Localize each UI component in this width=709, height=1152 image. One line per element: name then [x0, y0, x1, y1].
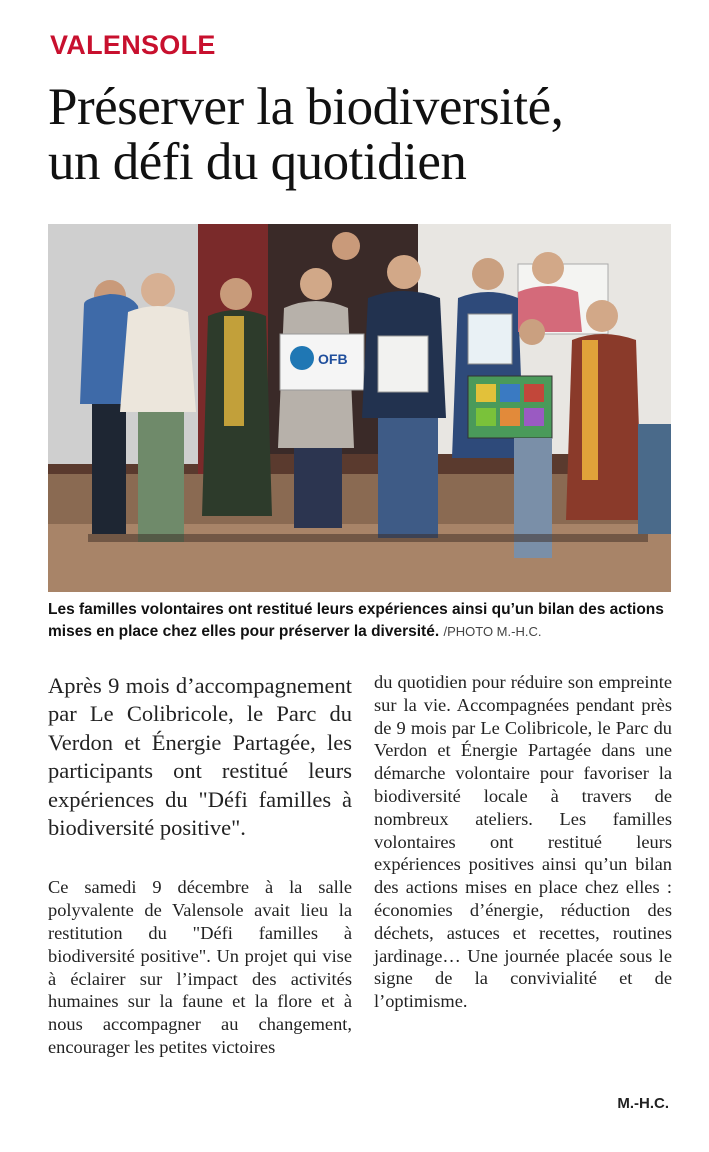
author-signature: M.-H.C. — [617, 1095, 669, 1112]
section-rubric: VALENSOLE — [50, 30, 216, 60]
body-text-right: du quotidien pour réduire son empreinte sur la vie. Accompagnées pendant près de 9 mois par Le Colibricole, le Parc du Verdon et Énergie Partagée dans une démarche volontaire pour favoriser la biodiversité locale à travers de nombreux ateliers. Les familles volontaires ont restitué leurs expériences positives ainsi qu’un bilan des actions mises en place chez elles : économies d’énergie, réduction des déchets, astuces et recettes, routines jardinage… Une journée placée sous le signe de la convivialité et de l’optimisme. — [374, 672, 672, 1012]
ofb-sign-text: OFB — [318, 351, 348, 367]
column-left — [48, 672, 352, 1059]
column-right — [374, 671, 672, 1013]
article-lead: Après 9 mois d’accompagnement par Le Colibricole, le Parc du Verdon et Énergie Partagée, les participants ont restitué leurs expériences du "Défi familles à biodiversité positive". — [48, 673, 352, 841]
article-photo — [48, 224, 671, 592]
photo-caption — [48, 599, 674, 643]
photo-credit: /PHOTO M.-H.C. — [443, 624, 542, 639]
article-headline — [48, 80, 688, 190]
headline-line-1: Préserver la biodiversité, — [48, 78, 564, 136]
body-text-left: Ce samedi 9 décembre à la salle polyvalente de Valensole avait lieu la restitution du "Défi familles à biodiversité positive". Un projet qui vise à éclairer sur l’impact des activités humaines sur la faune et la flore et à nous accompagner au changement, encourager les petites victoires — [48, 877, 352, 1058]
caption-text: Les familles volontaires ont restitué leurs expériences ainsi qu’un bilan des actions mises en place chez elles pour préserver la diversité. — [48, 601, 664, 640]
headline-line-2: un défi du quotidien — [48, 133, 467, 191]
group-photo-illustration — [48, 224, 671, 592]
